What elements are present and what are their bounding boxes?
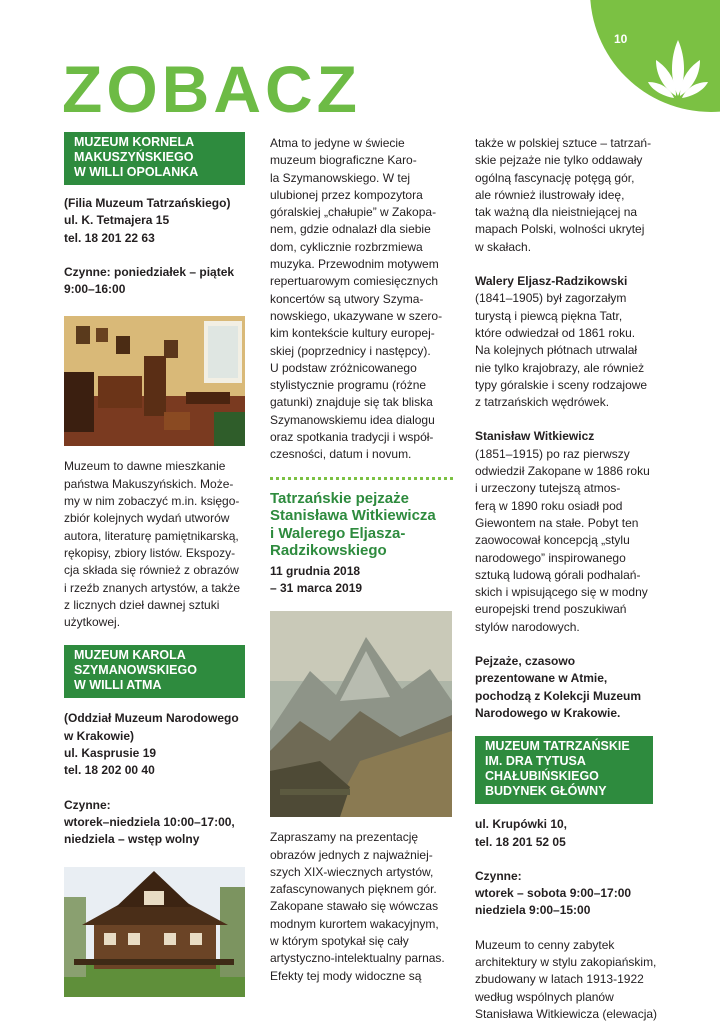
text-line: autora, literaturę pamiętnikarską,: [64, 528, 239, 543]
column-1: [64, 132, 245, 997]
text-line: w Krakowie): [64, 728, 135, 743]
text-line: Czynne:: [475, 868, 522, 883]
text-line: repertuarowym comiesięcznych: [270, 274, 439, 289]
museum2-hours: [64, 797, 245, 849]
exhibition-title: [270, 490, 453, 560]
text-line: szych XIX-wiecznych artystów,: [270, 864, 434, 879]
text-line: Na kolejnych płótnach utrwalał: [475, 343, 638, 358]
text-line: ferą w 1890 roku osiadł pod: [475, 498, 623, 513]
exhibition-description: [270, 829, 453, 985]
text-line: Muzeum to dawne mieszkanie: [64, 459, 226, 474]
museum3-hours: [475, 868, 667, 920]
text-line: – 31 marca 2019: [270, 580, 363, 595]
heading-line: W WILLI ATMA: [74, 678, 162, 693]
text-line: według wspólnych planów: [475, 989, 614, 1004]
text-line: nem, gdzie odnalazł dla siebie: [270, 222, 431, 237]
heading-line: MUZEUM KAROLA: [74, 648, 186, 663]
exhibition-dates: [270, 563, 453, 598]
text-line: nie tylko krajobrazy, ale również: [475, 360, 645, 375]
text-line: tel. 18 202 00 40: [64, 763, 155, 778]
column-3: [475, 135, 667, 1023]
collection-note: [475, 653, 667, 722]
museum3-description: [475, 937, 667, 1023]
text-line: ul. Krupówki 10,: [475, 817, 568, 832]
text-line: architektury w stylu zakopiańskim,: [475, 954, 657, 969]
atma-description: [270, 135, 453, 464]
text-line: niedziela 9:00–15:00: [475, 903, 591, 918]
museum1-hours: [64, 264, 245, 299]
text-line: gatunki) znajduje się tak bliska: [270, 395, 433, 410]
text-line: Radzikowskiego: [270, 542, 387, 560]
text-line: zbiór kolejnych wydań utworów: [64, 511, 230, 526]
text-line: Efekty tej mody widoczne są: [270, 968, 422, 983]
text-line: Czynne:: [64, 797, 111, 812]
corner-decoration: [590, 0, 720, 112]
heading-line: MAKUSZYŃSKIEGO: [74, 150, 194, 164]
text-line: góralskiej „chałupie” w Zakopa-: [270, 205, 437, 220]
text-line: i rzeźb znanych artystów, a także: [64, 580, 241, 595]
text-line: tel. 18 201 52 05: [475, 834, 566, 849]
text-line: kim kontekście kultury europej-: [270, 326, 435, 341]
heading-line: BUDYNEK GŁÓWNY: [485, 784, 607, 799]
heading-line: IM. DRA TYTUSA: [485, 754, 586, 769]
text-line: stylów narodowych.: [475, 619, 580, 634]
villa-atma-photo: [64, 867, 245, 997]
intro-text: [475, 135, 667, 256]
witkiewicz-name: Stanisław Witkiewicz: [475, 429, 595, 444]
page-title: ZOBACZ: [62, 52, 361, 126]
text-line: (Filia Muzeum Tatrzańskiego): [64, 196, 231, 210]
text-line: tak ważną dla nieistniejącej na: [475, 205, 638, 220]
text-line: i urzeczony tutejszą atmos-: [475, 481, 621, 496]
heading-line: CHAŁUBIŃSKIEGO: [485, 769, 599, 784]
text-line: (Oddział Muzeum Narodowego: [64, 711, 239, 726]
text-line: typy góralskie i sceny rodzajowe: [475, 377, 648, 392]
text-line: zaowocował koncepcją „stylu: [475, 533, 630, 548]
text-line: także w polskiej sztuce – tatrzań-: [475, 136, 652, 150]
text-line: modnym kurortem wakacyjnym,: [270, 916, 439, 931]
walery-name: Walery Eljasz-Radzikowski: [475, 274, 628, 289]
text-line: mapach Polski, wolności ukrytej: [475, 222, 645, 237]
museum1-heading: [64, 132, 245, 185]
text-line: które odwiedzał od 1861 roku.: [475, 325, 636, 340]
text-line: ale również ilustrowały ideę,: [475, 187, 625, 202]
text-line: Tatrzańskie pejzaże: [270, 489, 409, 507]
text-line: Stanisława Witkiewicza (elewacja): [475, 1006, 658, 1021]
text-line: obrazów jednych z najważniej-: [270, 847, 433, 862]
heading-line: MUZEUM KORNELA: [74, 135, 195, 149]
text-line: rękopisy, zbiory listów. Ekspozy-: [64, 545, 236, 560]
text-line: Stanisława Witkiewicza: [270, 507, 436, 525]
text-line: czesności, datum i novum.: [270, 447, 412, 462]
museum3-details: [475, 816, 667, 851]
text-line: cja składa się również z obrazów: [64, 563, 239, 578]
text-line: ul. K. Tetmajera 15: [64, 213, 170, 228]
text-line: la Szymanowskiego. W tej: [270, 170, 411, 185]
text-line: muzeum biograficzne Karo-: [270, 153, 417, 168]
text-line: ogólną fascynację potęgą gór,: [475, 170, 635, 185]
text-line: wtorek–niedziela 10:00–17:00,: [64, 814, 235, 829]
museum3-heading: [475, 736, 653, 804]
text-line: skiej (poprzednicy i następcy).: [270, 343, 431, 358]
text-line: artystyczno-intelektualny parnas.: [270, 951, 445, 966]
text-line: ul. Kasprusie 19: [64, 746, 157, 761]
text-line: i Walerego Eljasza-: [270, 524, 406, 542]
text-line: wtorek – sobota 9:00–17:00: [475, 886, 632, 901]
text-line: użytkowej.: [64, 615, 121, 630]
heading-line: W WILLI OPOLANKA: [74, 165, 199, 179]
walery-bio: [475, 273, 667, 411]
text-line: niedziela – wstęp wolny: [64, 832, 200, 847]
page-number: 10: [614, 32, 628, 46]
text-line: Giewontem na stałe. Pobyt ten: [475, 515, 639, 530]
text-line: prezentowane w Atmie,: [475, 671, 608, 686]
text-line: Narodowego w Krakowie.: [475, 705, 621, 720]
text-line: Muzeum to cenny zabytek: [475, 937, 615, 952]
text-line: odwiedził Zakopane w 1886 roku: [475, 464, 650, 479]
museum1-description: [64, 458, 245, 631]
museum2-details: [64, 710, 245, 779]
museum1-details: [64, 195, 245, 247]
text-line: Pejzaże, czasowo: [475, 654, 576, 669]
text-line: w którym spotykał się cały: [270, 934, 409, 949]
text-line: koncertów są utwory Szyma-: [270, 291, 424, 306]
text-line: skie pejzaże nie tylko oddawały: [475, 153, 643, 168]
mountain-painting: [270, 611, 452, 817]
heading-line: MUZEUM TATRZAŃSKIE: [485, 739, 630, 754]
leaf-logo-icon: [646, 36, 710, 100]
heading-line: SZYMANOWSKIEGO: [74, 663, 197, 678]
text-line: sztuką ludową górali podhalań-: [475, 567, 641, 582]
text-line: 11 grudnia 2018: [270, 563, 361, 578]
text-line: pochodzą z Kolekcji Muzeum: [475, 688, 642, 703]
text-line: nowskiego, ukazywane w szero-: [270, 308, 443, 323]
text-line: Atma to jedyne w świecie: [270, 136, 405, 150]
text-line: dom, cyklicznie rozbrzmiewa: [270, 239, 423, 254]
text-line: skich i wpisującego się w modny: [475, 585, 648, 600]
museum2-heading: [64, 645, 245, 698]
text-line: tel. 18 201 22 63: [64, 230, 155, 245]
text-line: narodowego” inspirowanego: [475, 550, 626, 565]
text-line: (1841–1905) był zagorzałym: [475, 291, 627, 306]
text-line: zbudowany w latach 1913-1922: [475, 972, 644, 987]
text-line: U podstaw zróżnicowanego: [270, 360, 417, 375]
text-line: turystą i piewcą piękna Tatr,: [475, 308, 623, 323]
text-line: muzyka. Przewodnim motywem: [270, 257, 439, 272]
text-line: ulubionej przez kompozytora: [270, 187, 423, 202]
text-line: z licznych dzieł dawnej sztuki: [64, 597, 220, 612]
text-line: oraz spotkania tradycji i współ-: [270, 430, 434, 445]
witkiewicz-bio: [475, 428, 667, 636]
text-line: Czynne: poniedziałek – piątek: [64, 264, 235, 279]
dotted-divider: [270, 477, 453, 480]
text-line: europejski trend poszukiwań: [475, 602, 627, 617]
text-line: Szymanowskiemu idea dialogu: [270, 412, 435, 427]
text-line: Zakopane stawało się wówczas: [270, 899, 439, 914]
text-line: (1851–1915) po raz pierwszy: [475, 446, 630, 461]
text-line: stylistycznie programu (różne: [270, 378, 427, 393]
text-line: w skałach.: [475, 239, 532, 254]
text-line: zafascynowanych pięknem gór.: [270, 882, 437, 897]
text-line: Zapraszamy na prezentację: [270, 830, 419, 845]
museum1-interior-photo: [64, 316, 245, 446]
text-line: my w nim zobaczyć m.in. księgo-: [64, 494, 240, 509]
text-line: z tatrzańskich wędrówek.: [475, 395, 610, 410]
text-line: państwa Makuszyńskich. Może-: [64, 476, 234, 491]
text-line: 9:00–16:00: [64, 282, 126, 297]
column-2: [270, 135, 453, 985]
